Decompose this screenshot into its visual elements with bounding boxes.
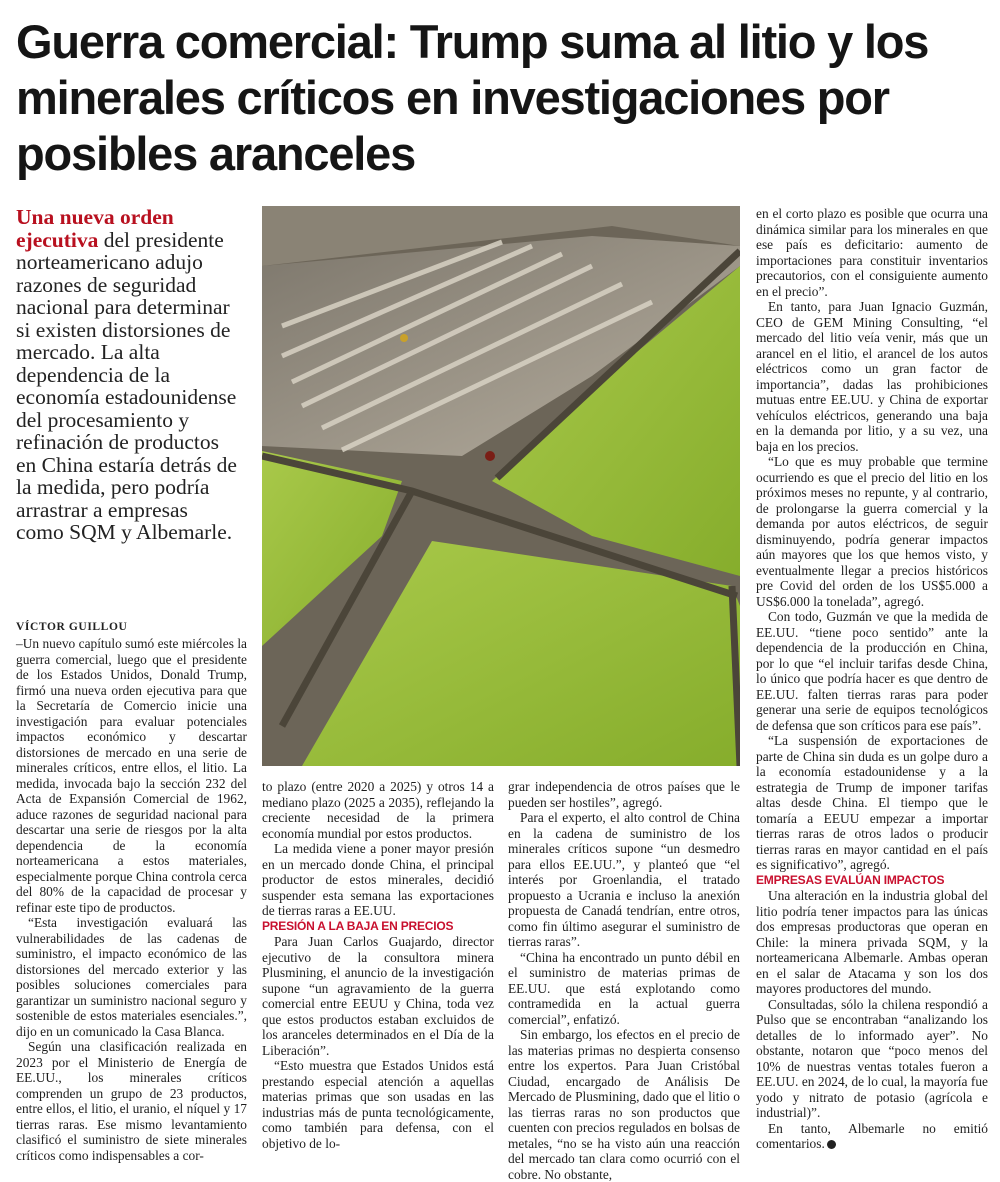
paragraph: Con todo, Guzmán ve que la medida de EE.UU. “tiene poco sentido” ante la dependencia de la producción en China, por lo que “el incluir tarifas desde China, lo único que podría hacer es que dentro de EE.UU. falten tierras raras para poder generar una serie de equipos tecnológicos de defensa que son críticos para ese país”. [756, 609, 988, 733]
paragraph: “La suspensión de exportaciones de parte de China sin duda es un golpe duro a la economía estadounidense y a la estrategia de Trump de imponer tarifas altas desde China. El tiempo que le tomaría a EEUU empezar a importar tierras raras de otros lados o producir tierras raras en mayor cantidad en el país es significativo”, agregó. [756, 733, 988, 872]
lead-highlight: Una nueva orden ejecutiva [16, 205, 174, 252]
paragraph: –Un nuevo capítulo sumó este miércoles la guerra comercial, luego que el presidente de los Estados Unidos, Donald Trump, firmó una nueva orden ejecutiva para que la Secretaría de Comercio inicie una investigación para evaluar potenciales impactos económico y descartar distorsiones de mercado en una serie de minerales críticos, entre ellos, el litio. La medida, invocada bajo la sección 232 del Acta de Expansión Comercial de 1962, aduce razones de seguridad nacional para descartar una serie de riesgos por la alta dependencia de la economía norteamericana a estos materiales, especialmente porque China controla cerca del 80% de la capacidad de procesar y refinar este tipo de productos. [16, 636, 247, 915]
truck [485, 451, 495, 461]
salt-flat-photo [262, 206, 740, 766]
column-1 [16, 636, 247, 1163]
paragraph: Para Juan Carlos Guajardo, director ejecutivo de la consultora minera Plusmining, el anuncio de la investigación supone “un agravamiento de la guerra comercial entre EEUU y China, toda vez que estos productos estaban excluidos de los aranceles determinados en el Día de la Liberación”. [262, 934, 494, 1058]
paragraph: “Esto muestra que Estados Unidos está prestando especial atención a aquellas materias primas que son usadas en las industrias más de punta tecnológicamente, como también para defensa, con el objetivo de lo- [262, 1058, 494, 1151]
final-text: En tanto, Albemarle no emitió comentarios. [756, 1120, 988, 1151]
byline: VÍCTOR GUILLOU [16, 621, 128, 633]
column-2 [262, 779, 494, 1151]
section-subhead: EMPRESAS EVALÚAN IMPACTOS [756, 872, 945, 887]
paragraph: en el corto plazo es posible que ocurra una dinámica similar para los minerales en que ese país es deficitario: aumento de importaciones para constituir inventarios precautorios, con el consiguiente aumento en el precio”. [756, 206, 988, 299]
paragraph: En tanto, para Juan Ignacio Guzmán, CEO de GEM Mining Consulting, “el mercado del litio veía venir, más que un arancel en el litio, el arancel de los autos eléctricos como un gran factor de importancia”, dadas las prohibiciones mutuas entre EE.UU. y China de exportar vehículos eléctricos, generando una baja en la demanda por litio, y a su vez, una baja en los precios. [756, 299, 988, 454]
paragraph: “China ha encontrado un punto débil en el suministro de materias primas de EE.UU. que está explotando como contramedida en la actual guerra comercial”, enfatizó. [508, 949, 740, 1027]
final-paragraph [756, 1121, 988, 1152]
paragraph: Consultadas, sólo la chilena respondió a Pulso que se encontraban “analizando los detalles de lo informado ayer”. No obstante, notaron que “poco menos del 10% de nuestras ventas totales fueron a EE.UU. en 2024, de lo cual, la mayoría fue yodo y nitrato de potasio (agrícola e industrial)”. [756, 996, 988, 1120]
paragraph: grar independencia de otros países que le pueden ser hostiles”, agregó. [508, 779, 740, 810]
column-3 [508, 779, 740, 1182]
paragraph: “Esta investigación evaluará las vulnerabilidades de las cadenas de suministro, el impacto económico de las distorsiones del mercado exterior y las posibles soluciones comerciales para garantizar un suministro nacional seguro y sostenible de estos materiales esenciales.”, dijo en un comunicado la Casa Blanca. [16, 915, 247, 1039]
headline: Guerra comercial: Trump suma al litio y los minerales críticos en investigaciones por posibles aranceles [16, 15, 929, 180]
end-mark-icon [827, 1140, 836, 1149]
column-4 [756, 206, 988, 1152]
lead-text: del presidente norteamericano adujo razones de seguridad nacional para determinar si existen distorsiones de mercado. La alta dependencia de la economía estadounidense del procesamiento y refinación de productos en China estaría detrás de la medida, pero podría arrastrar a empresas como SQM y Albemarle. [16, 227, 237, 544]
evaporation-ponds-image [262, 206, 740, 766]
paragraph: to plazo (entre 2020 a 2025) y otros 14 a mediano plazo (2025 a 2035), reflejando la creciente necesidad de la primera economía mundial por estos productos. [262, 779, 494, 841]
paragraph: Una alteración en la industria global del litio podría tener impactos para las únicas dos empresas productoras que operan en Chile: la minera privada SQM, y la norteamericana Albemarle. Ambas operan en el salar de Atacama y son los dos mayores productores del mundo. [756, 888, 988, 996]
paragraph: La medida viene a poner mayor presión en un mercado donde China, el principal productor de estos minerales, decidió suspender esta semana las exportaciones de tierras raras a EE.UU. [262, 841, 494, 918]
paragraph: Sin embargo, los efectos en el precio de las materias primas no despierta consenso entre los expertos. Para Juan Cristóbal Ciudad, encargado de Análisis De Mercado de Plusmining, dado que el litio o las tierras raras no son productos que cuenten con precios regulados en bolsas de metales, “no se ha visto aún una reacción del mercado tan clara como ocurrió con el cobre. No obstante, [508, 1027, 740, 1182]
paragraph: Según una clasificación realizada en 2023 por el Ministerio de Energía de EE.UU., los minerales críticos comprenden un grupo de 23 productos, entre ellos, el litio, el uranio, el níquel y 17 tierras raras. Ese mismo levantamiento clasificó el suministro de siete minerales críticos como indispensables a cor- [16, 1039, 247, 1163]
section-subhead: PRESIÓN A LA BAJA EN PRECIOS [262, 918, 454, 933]
excavator [400, 334, 408, 342]
lead-paragraph [16, 206, 241, 544]
paragraph: “Lo que es muy probable que termine ocurriendo es que el precio del litio en los próximos meses no repunte, y al contrario, de prolongarse la guerra comercial y la demanda por autos eléctricos, de seguir disminuyendo, podría generar impactos aún mayores que los que hemos visto, y eventualmente llegar a precios históricos pre Covid del orden de los US$5.000 a US$6.000 la tonelada”, agregó. [756, 454, 988, 609]
paragraph: Para el experto, el alto control de China en la cadena de suministro de los minerales críticos supone “un desmedro para ellos EE.UU.”, y planteó que “el interés por Groenlandia, el tratado propuesto a Ucrania e incluso la anexión propuesta de Canadá tendrían, entre otros, como fin último asegurar el suministro de tierras raras”. [508, 810, 740, 949]
